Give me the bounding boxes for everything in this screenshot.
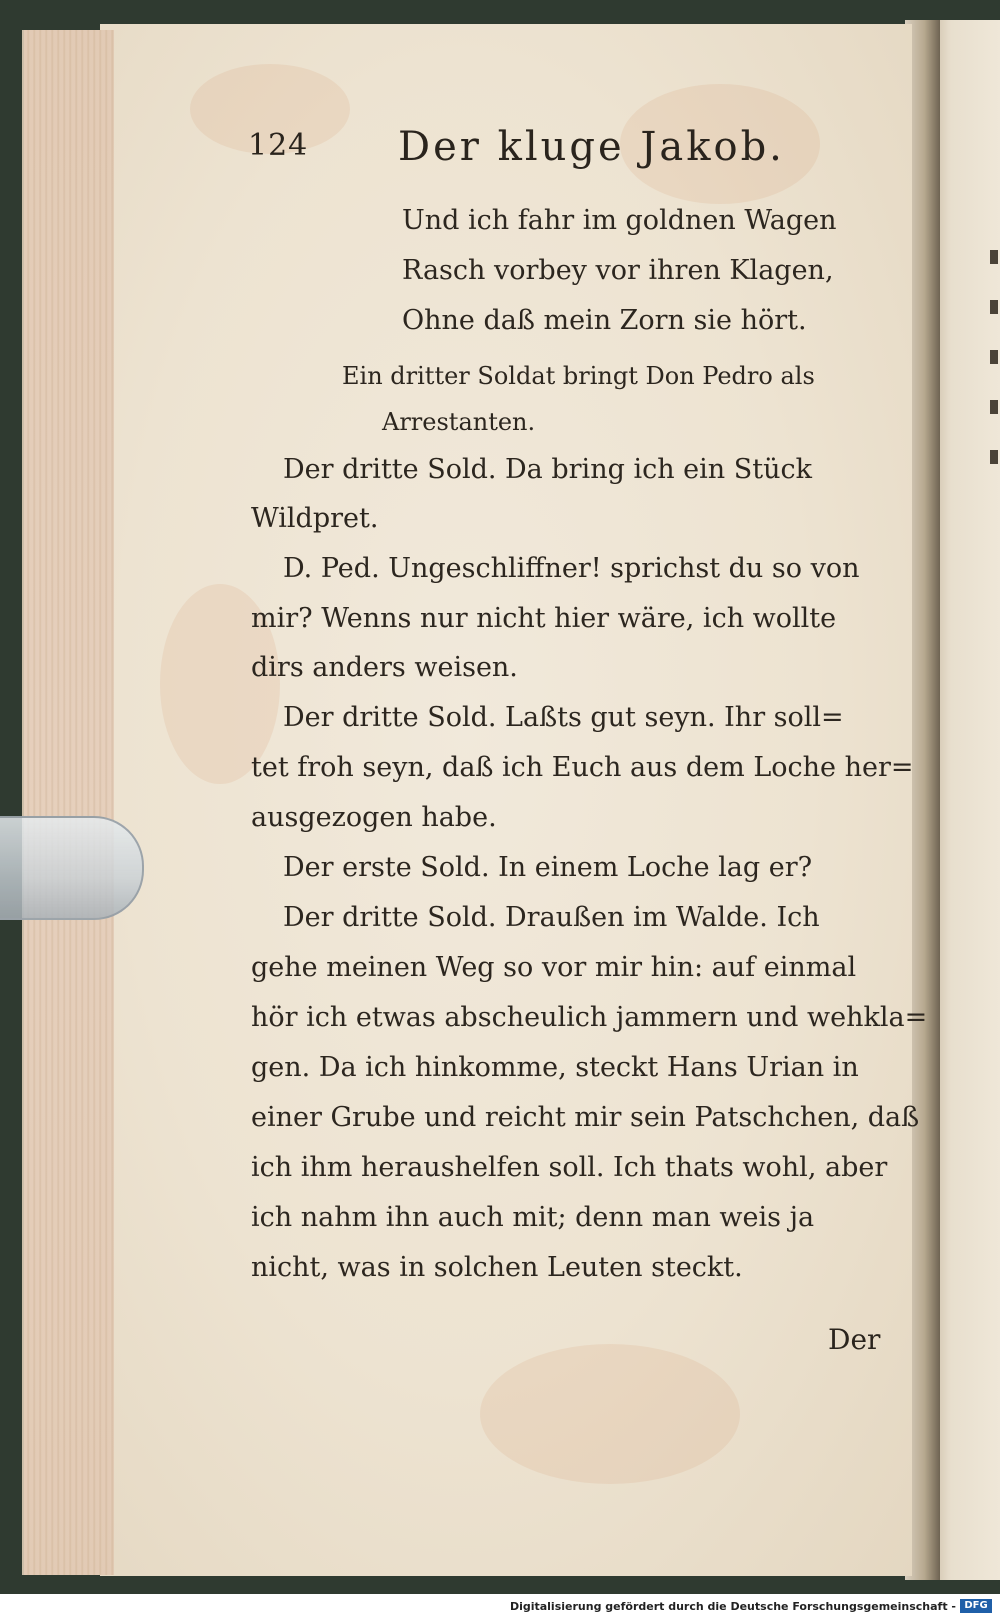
running-title: Der kluge Jakob.: [398, 124, 785, 170]
facing-page-text-fragments: [990, 250, 1000, 650]
text-line: tet froh seyn, daß ich Euch aus dem Loche her=: [251, 752, 914, 783]
text-line: gehe meinen Weg so vor mir hin: auf einmal: [251, 952, 857, 983]
text-line: ich nahm ihn auch mit; denn man weis ja: [251, 1202, 815, 1233]
text-line: ausgezogen habe.: [251, 802, 497, 833]
text-line: mir? Wenns nur nicht hier wäre, ich wollte: [251, 603, 837, 634]
catchword: Der: [828, 1323, 881, 1356]
stage-direction: Arrestanten.: [382, 408, 536, 436]
text-line: einer Grube und reicht mir sein Patschchen, daß: [251, 1102, 920, 1133]
text-line: Der dritte Sold. Draußen im Walde. Ich: [283, 902, 820, 933]
text-line: dirs anders weisen.: [251, 652, 518, 683]
stage-direction: Ein dritter Soldat bringt Don Pedro als: [342, 362, 815, 390]
text-line: Der erste Sold. In einem Loche lag er?: [283, 852, 813, 883]
text-line: gen. Da ich hinkomme, steckt Hans Urian in: [251, 1052, 859, 1083]
page-holder-clip: [0, 816, 144, 920]
text-line: hör ich etwas abscheulich jammern und wehkla=: [251, 1002, 928, 1033]
dfg-logo: DFG: [960, 1599, 992, 1613]
text-line: D. Ped. Ungeschliffner! sprichst du so von: [283, 553, 860, 584]
page-edges: [22, 30, 114, 1575]
text-line: nicht, was in solchen Leuten steckt.: [251, 1252, 743, 1283]
page-number: 124: [248, 128, 309, 163]
funding-credit: Digitalisierung gefördert durch die Deutsche Forschungsgemeinschaft -: [509, 1600, 956, 1613]
text-line: Wildpret.: [251, 503, 379, 534]
text-line: Und ich fahr im goldnen Wagen: [402, 205, 837, 236]
text-line: Ohne daß mein Zorn sie hört.: [402, 305, 807, 336]
text-line: Der dritte Sold. Da bring ich ein Stück: [283, 454, 812, 485]
text-line: ich ihm heraushelfen soll. Ich thats wohl, aber: [251, 1152, 888, 1183]
text-line: Rasch vorbey vor ihren Klagen,: [402, 255, 834, 286]
text-line: Der dritte Sold. Laßts gut seyn. Ihr soll=: [283, 702, 844, 733]
